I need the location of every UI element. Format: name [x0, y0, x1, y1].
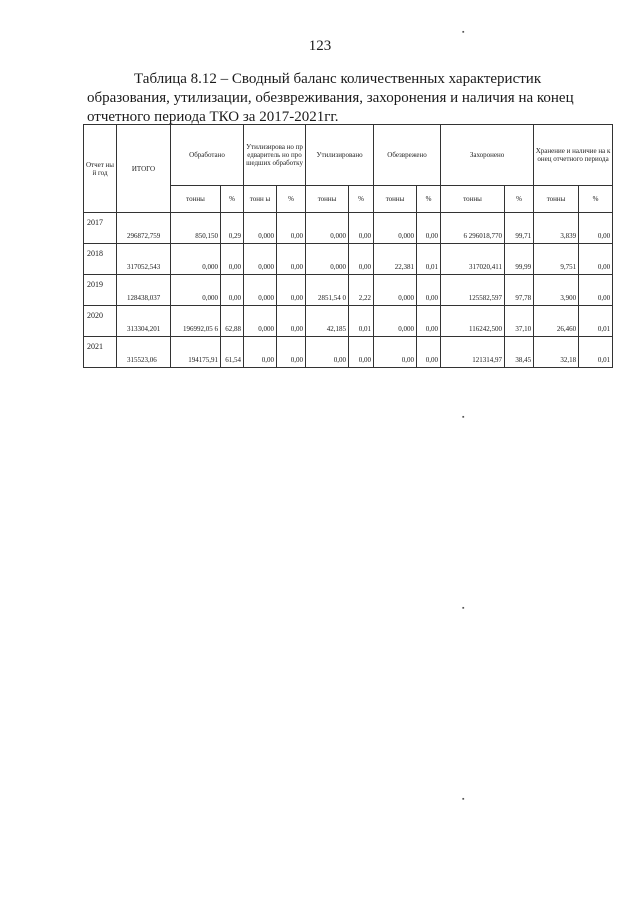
cell-stored-pct: 0,00	[579, 244, 613, 275]
subheader-neutralized-pct: %	[417, 186, 441, 213]
cell-neutralized-pct: 0,00	[417, 337, 441, 368]
cell-total: 296872,759	[117, 213, 171, 244]
subheader-processed-pct: %	[221, 186, 244, 213]
subheader-buried-pct: %	[505, 186, 534, 213]
cell-utilized-after-tons: 0,000	[244, 213, 277, 244]
cell-processed-pct: 61,54	[221, 337, 244, 368]
cell-neutralized-pct: 0,00	[417, 306, 441, 337]
cell-processed-pct: 0,00	[221, 275, 244, 306]
scan-dot: ▪	[462, 795, 465, 803]
cell-year: 2021	[84, 337, 117, 368]
header-year: Отчет ный год	[84, 125, 117, 213]
table-row	[84, 337, 613, 368]
cell-utilized-after-pct: 0,00	[277, 337, 306, 368]
cell-processed-pct: 0,29	[221, 213, 244, 244]
table-row	[84, 244, 613, 275]
subheader-stored-pct: %	[579, 186, 613, 213]
cell-processed-tons: 850,150	[171, 213, 221, 244]
cell-processed-pct: 62,88	[221, 306, 244, 337]
cell-stored-tons: 26,460	[534, 306, 579, 337]
cell-neutralized-tons: 22,381	[374, 244, 417, 275]
cell-processed-tons: 0,000	[171, 275, 221, 306]
cell-buried-pct: 99,71	[505, 213, 534, 244]
cell-processed-pct: 0,00	[221, 244, 244, 275]
cell-total: 128438,037	[117, 275, 171, 306]
cell-utilized-after-pct: 0,00	[277, 213, 306, 244]
cell-utilized-tons: 0,000	[306, 213, 349, 244]
table-caption	[87, 70, 596, 127]
header-utilized-after: Утилизирова но предваритель но прошедших обработку	[244, 125, 306, 186]
cell-buried-tons: 317020,411	[441, 244, 505, 275]
cell-utilized-pct: 0,00	[349, 213, 374, 244]
cell-utilized-after-pct: 0,00	[277, 244, 306, 275]
cell-neutralized-tons: 0,00	[374, 337, 417, 368]
scan-dot: ▪	[462, 28, 465, 36]
cell-buried-pct: 38,45	[505, 337, 534, 368]
cell-utilized-tons: 0,000	[306, 244, 349, 275]
subheader-buried-tons: тонны	[441, 186, 505, 213]
cell-utilized-after-tons: 0,00	[244, 337, 277, 368]
cell-buried-tons: 6 296018,770	[441, 213, 505, 244]
subheader-utilized-pct: %	[349, 186, 374, 213]
subheader-utilized-after-tons: тонн ы	[244, 186, 277, 213]
table-row	[84, 275, 613, 306]
header-stored: Хранение и наличие на конец отчетного периода	[534, 125, 613, 186]
cell-total: 315523,06	[117, 337, 171, 368]
subheader-processed-tons: тонны	[171, 186, 221, 213]
subheader-neutralized-tons: тонны	[374, 186, 417, 213]
subheader-stored-tons: тонны	[534, 186, 579, 213]
cell-year: 2019	[84, 275, 117, 306]
cell-utilized-after-pct: 0,00	[277, 275, 306, 306]
cell-stored-pct: 0,01	[579, 306, 613, 337]
cell-utilized-pct: 0,00	[349, 244, 374, 275]
cell-processed-tons: 194175,91	[171, 337, 221, 368]
cell-utilized-after-tons: 0,000	[244, 244, 277, 275]
table-row	[84, 306, 613, 337]
header-utilized: Утилизировано	[306, 125, 374, 186]
cell-neutralized-pct: 0,00	[417, 213, 441, 244]
cell-neutralized-tons: 0,000	[374, 275, 417, 306]
subheader-utilized-tons: тонны	[306, 186, 349, 213]
scan-dot: ▪	[462, 604, 465, 612]
cell-stored-tons: 9,751	[534, 244, 579, 275]
cell-buried-pct: 99,99	[505, 244, 534, 275]
subheader-utilized-after-pct: %	[277, 186, 306, 213]
header-neutralized: Обезврежено	[374, 125, 441, 186]
page-number: 123	[308, 38, 332, 54]
cell-utilized-tons: 42,185	[306, 306, 349, 337]
cell-buried-tons: 116242,500	[441, 306, 505, 337]
cell-utilized-after-tons: 0,000	[244, 275, 277, 306]
cell-neutralized-pct: 0,00	[417, 275, 441, 306]
cell-utilized-pct: 2,22	[349, 275, 374, 306]
caption-line-1: Таблица 8.12 – Сводный баланс количественных характеристик	[134, 71, 542, 87]
cell-stored-pct: 0,01	[579, 337, 613, 368]
cell-total: 317052,543	[117, 244, 171, 275]
cell-buried-pct: 97,78	[505, 275, 534, 306]
cell-year: 2018	[84, 244, 117, 275]
header-buried: Захоронено	[441, 125, 534, 186]
cell-processed-tons: 196992,05 6	[171, 306, 221, 337]
cell-neutralized-pct: 0,01	[417, 244, 441, 275]
cell-stored-tons: 3,900	[534, 275, 579, 306]
caption-line-3: отчетного периода ТКО за 2017-2021гг.	[87, 109, 339, 125]
header-processed: Обработано	[171, 125, 244, 186]
cell-year: 2020	[84, 306, 117, 337]
balance-table-wrap	[83, 124, 612, 368]
cell-year: 2017	[84, 213, 117, 244]
cell-utilized-pct: 0,01	[349, 306, 374, 337]
cell-buried-tons: 121314,97	[441, 337, 505, 368]
table-row	[84, 213, 613, 244]
cell-total: 313304,201	[117, 306, 171, 337]
balance-table	[83, 124, 613, 368]
cell-stored-tons: 32,18	[534, 337, 579, 368]
cell-stored-pct: 0,00	[579, 275, 613, 306]
cell-utilized-tons: 0,00	[306, 337, 349, 368]
scan-dot: ▪	[462, 413, 465, 421]
cell-buried-tons: 125582,597	[441, 275, 505, 306]
cell-neutralized-tons: 0,000	[374, 306, 417, 337]
cell-stored-tons: 3,839	[534, 213, 579, 244]
cell-utilized-after-pct: 0,00	[277, 306, 306, 337]
caption-line-2: образования, утилизации, обезвреживания, захоронения и наличия на конец	[87, 90, 574, 106]
cell-buried-pct: 37,10	[505, 306, 534, 337]
cell-utilized-tons: 2851,54 0	[306, 275, 349, 306]
cell-neutralized-tons: 0,000	[374, 213, 417, 244]
cell-utilized-pct: 0,00	[349, 337, 374, 368]
header-total: ИТОГО	[117, 125, 171, 213]
cell-processed-tons: 0,000	[171, 244, 221, 275]
cell-stored-pct: 0,00	[579, 213, 613, 244]
cell-utilized-after-tons: 0,000	[244, 306, 277, 337]
